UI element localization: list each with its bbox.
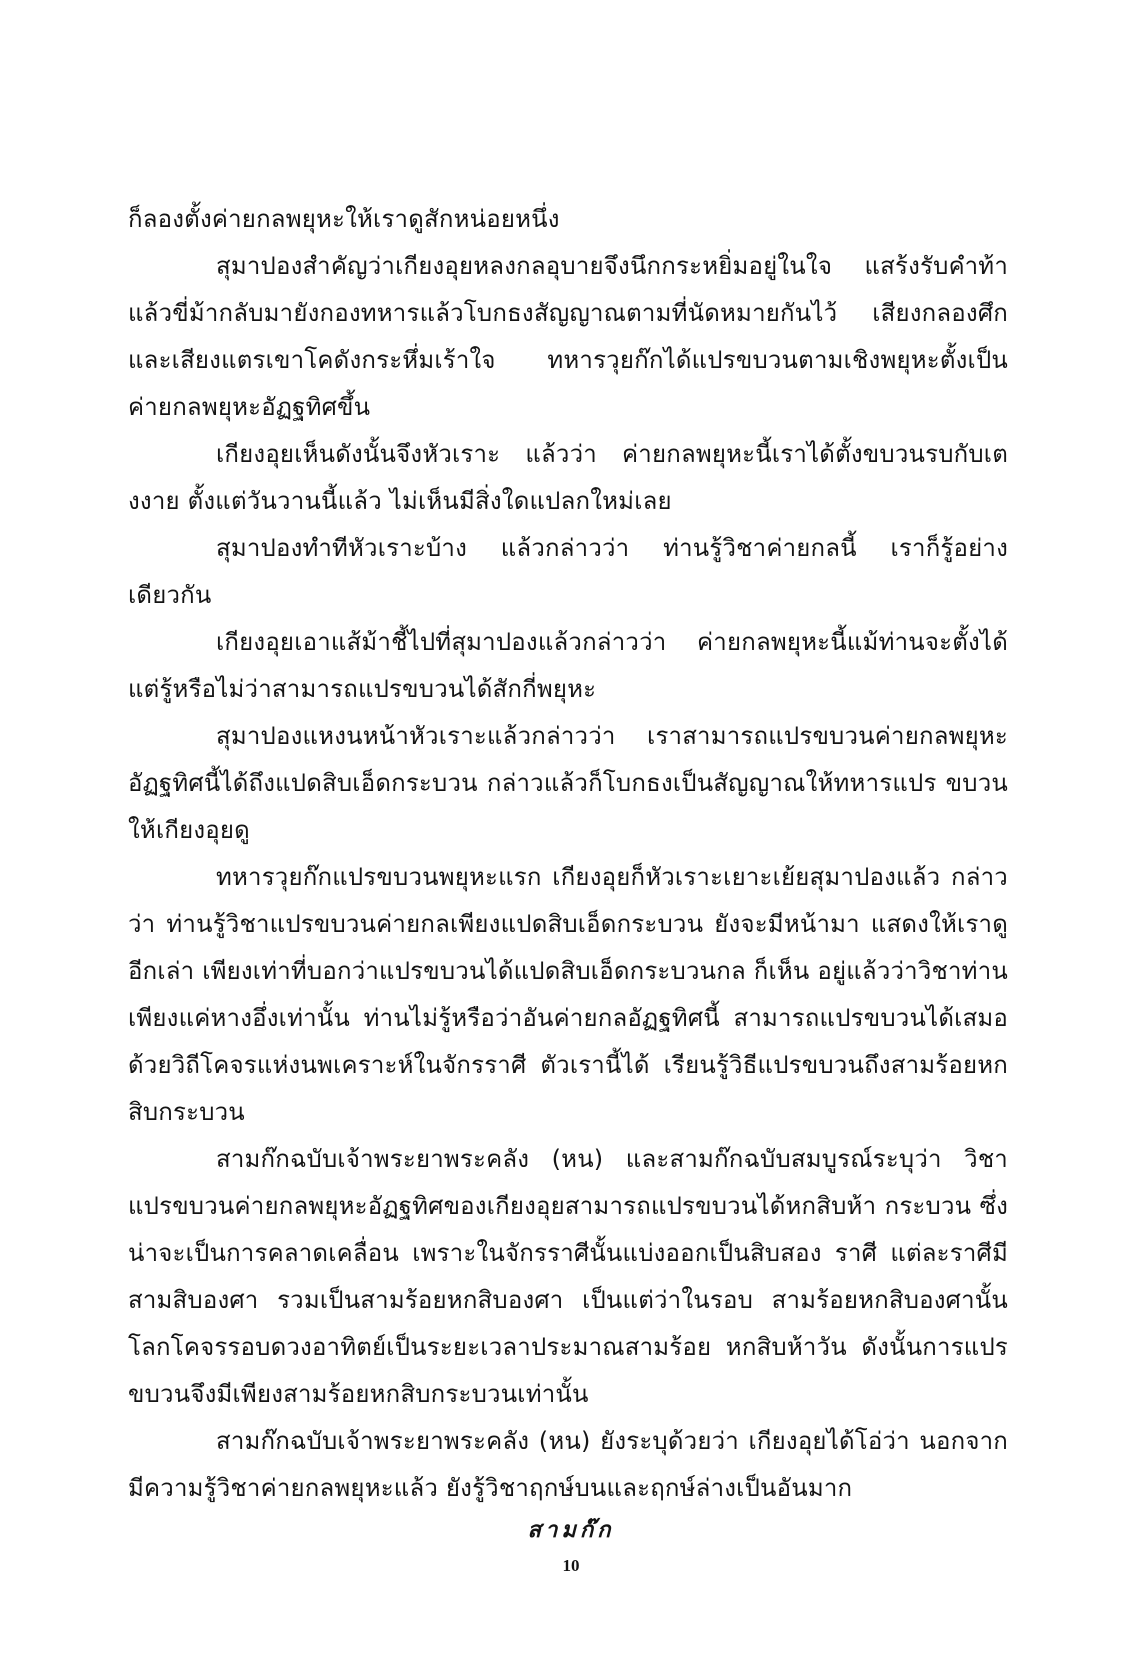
paragraph: ก็ลองตั้งค่ายกลพยุหะให้เราดูสักหน่อยหนึ่ง [128,205,560,233]
paragraph: เกียงอุยเห็นดังนั้นจึงหัวเราะ แล้วว่า ค่ายกลพยุหะนี้เราได้ตั้งขบวนรบกับเตงงาย ตั้งแต่วันวานนี้แล้ว ไม่เห็นมีสิ่งใดแปลกใหม่เลย [128,440,1008,515]
paragraph: สุมาปองแหงนหน้าหัวเราะแล้วกล่าวว่า เราสามารถแปรขบวนค่ายกลพยุหะ อัฏฐทิศนี้ได้ถึงแปดสิบเอ็ดกระบวน กล่าวแล้วก็โบกธงเป็นสัญญาณให้ทหารแปร ขบวนให้เกียงอุยดู [128,722,1008,844]
paragraph: สุมาปองทำทีหัวเราะบ้าง แล้วกล่าวว่า ท่านรู้วิชาค่ายกลนี้ เราก็รู้อย่างเดียวกัน [128,534,1008,609]
paragraph: ทหารวุยก๊กแปรขบวนพยุหะแรก เกียงอุยก็หัวเราะเยาะเย้ยสุมาปองแล้ว กล่าวว่า ท่านรู้วิชาแปรขบวนค่ายกลเพียงแปดสิบเอ็ดกระบวน ยังจะมีหน้ามา แสดงให้เราดูอีกเล่า เพียงเท่าที่บอกว่าแปรขบวนได้แปดสิบเอ็ดกระบวนกล ก็เห็น อยู่แล้วว่าวิชาท่านเพียงแค่หางอึ่งเท่านั้น ท่านไม่รู้หรือว่าอันค่ายกลอัฏฐทิศนี้ สามารถแปรขบวนได้เสมอด้วยวิถีโคจรแห่งนพเคราะห์ในจักรราศี ตัวเรานี้ได้ เรียนรู้วิธีแปรขบวนถึงสามร้อยหกสิบกระบวน [128,863,1008,1126]
paragraph: เกียงอุยเอาแส้ม้าชี้ไปที่สุมาปองแล้วกล่าวว่า ค่ายกลพยุหะนี้แม้ท่านจะตั้งได้ แต่รู้หรือไม่ว่าสามารถแปรขบวนได้สักกี่พยุหะ [128,628,1008,703]
footer-logo-text: สามก๊ก [527,1517,615,1543]
paragraph: สามก๊กฉบับเจ้าพระยาพระคลัง (หน) ยังระบุด้วยว่า เกียงอุยได้โอ่ว่า นอกจาก มีความรู้วิชาค่ายกลพยุหะแล้ว ยังรู้วิชาฤกษ์บนและฤกษ์ล่างเป็นอันมาก [128,1427,1008,1502]
paragraph: สามก๊กฉบับเจ้าพระยาพระคลัง (หน) และสามก๊กฉบับสมบูรณ์ระบุว่า วิชาแปรขบวนค่ายกลพยุหะอัฏฐทิศของเกียงอุยสามารถแปรขบวนได้หกสิบห้า กระบวน ซึ่งน่าจะเป็นการคลาดเคลื่อน เพราะในจักรราศีนั้นแบ่งออกเป็นสิบสอง ราศี แต่ละราศีมีสามสิบองศา รวมเป็นสามร้อยหกสิบองศา เป็นแต่ว่าในรอบ สามร้อยหกสิบองศานั้นโลกโคจรรอบดวงอาทิตย์เป็นระยะเวลาประมาณสามร้อย หกสิบห้าวัน ดังนั้นการแปรขบวนจึงมีเพียงสามร้อยหกสิบกระบวนเท่านั้น [128,1145,1008,1408]
body-text [128,196,1008,1512]
paragraph: สุมาปองสำคัญว่าเกียงอุยหลงกลอุบายจึงนึกกระหยิ่มอยู่ในใจ แสร้งรับคำท้า แล้วขี่ม้ากลับมายังกองทหารแล้วโบกธงสัญญาณตามที่นัดหมายกันไว้ เสียงกลองศึก และเสียงแตรเขาโคดังกระหึ่มเร้าใจ ทหารวุยก๊กได้แปรขบวนตามเชิงพยุหะตั้งเป็น ค่ายกลพยุหะอัฏฐทิศขึ้น [128,252,1008,421]
page-number: 10 [562,1556,580,1575]
